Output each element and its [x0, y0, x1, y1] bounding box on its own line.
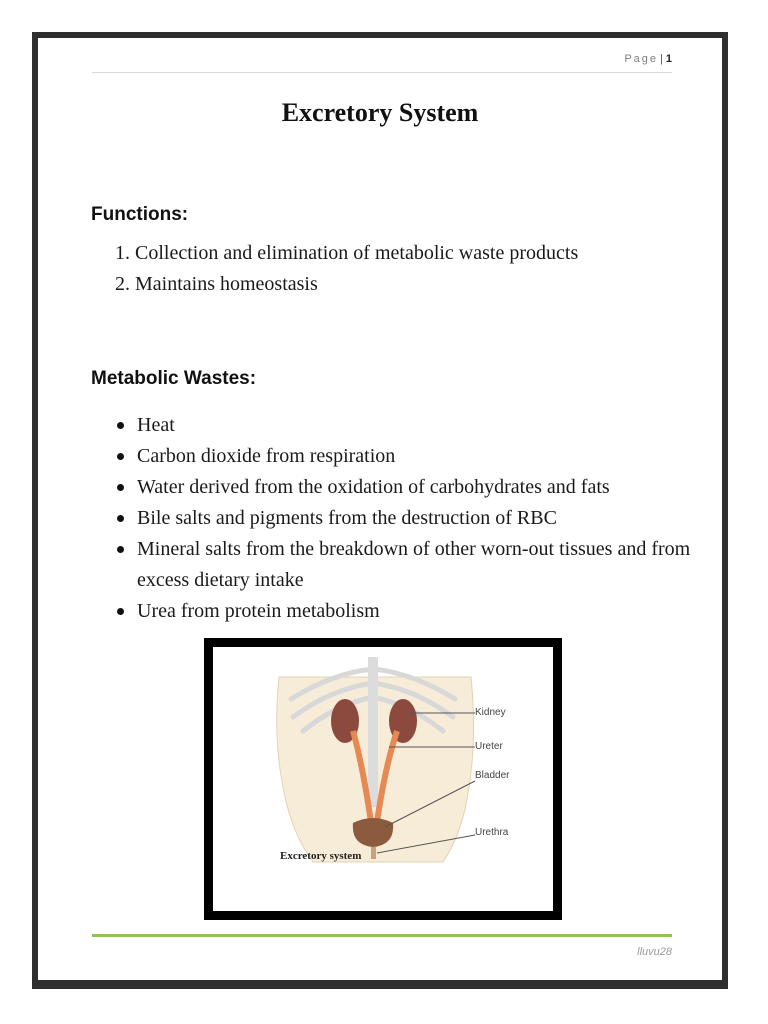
document-page	[32, 32, 728, 986]
figure-caption: Excretory system	[280, 850, 362, 862]
footer-author: lluvu28	[637, 946, 672, 958]
footer-divider	[92, 934, 672, 937]
list-item: Carbon dioxide from respiration	[137, 441, 737, 472]
list-item: 2. Maintains homeostasis	[135, 269, 578, 300]
page-number: 1	[665, 53, 672, 65]
list-item: Urea from protein metabolism	[137, 596, 737, 627]
kidney-label: Kidney	[475, 707, 506, 718]
metabolic-wastes-heading: Metabolic Wastes:	[91, 368, 257, 389]
document-title: Excretory System	[281, 98, 479, 127]
functions-heading: Functions:	[91, 204, 189, 225]
functions-list	[91, 238, 578, 300]
metabolic-wastes-list	[91, 410, 737, 627]
excretory-system-figure	[204, 638, 562, 920]
page-header	[92, 48, 672, 73]
header-separator: |	[660, 53, 663, 65]
list-item: Heat	[137, 410, 737, 441]
list-item: Water derived from the oxidation of carbohydrates and fats	[137, 472, 737, 503]
ureter-label: Ureter	[475, 741, 503, 752]
list-item: Mineral salts from the breakdown of other worn-out tissues and from excess dietary intake	[137, 534, 737, 596]
page-label: Page	[624, 53, 659, 65]
bladder-label: Bladder	[475, 770, 510, 781]
list-item: 1. Collection and elimination of metabolic waste products	[135, 238, 578, 269]
urethra-label: Urethra	[475, 827, 509, 838]
list-item: Bile salts and pigments from the destruction of RBC	[137, 503, 737, 534]
